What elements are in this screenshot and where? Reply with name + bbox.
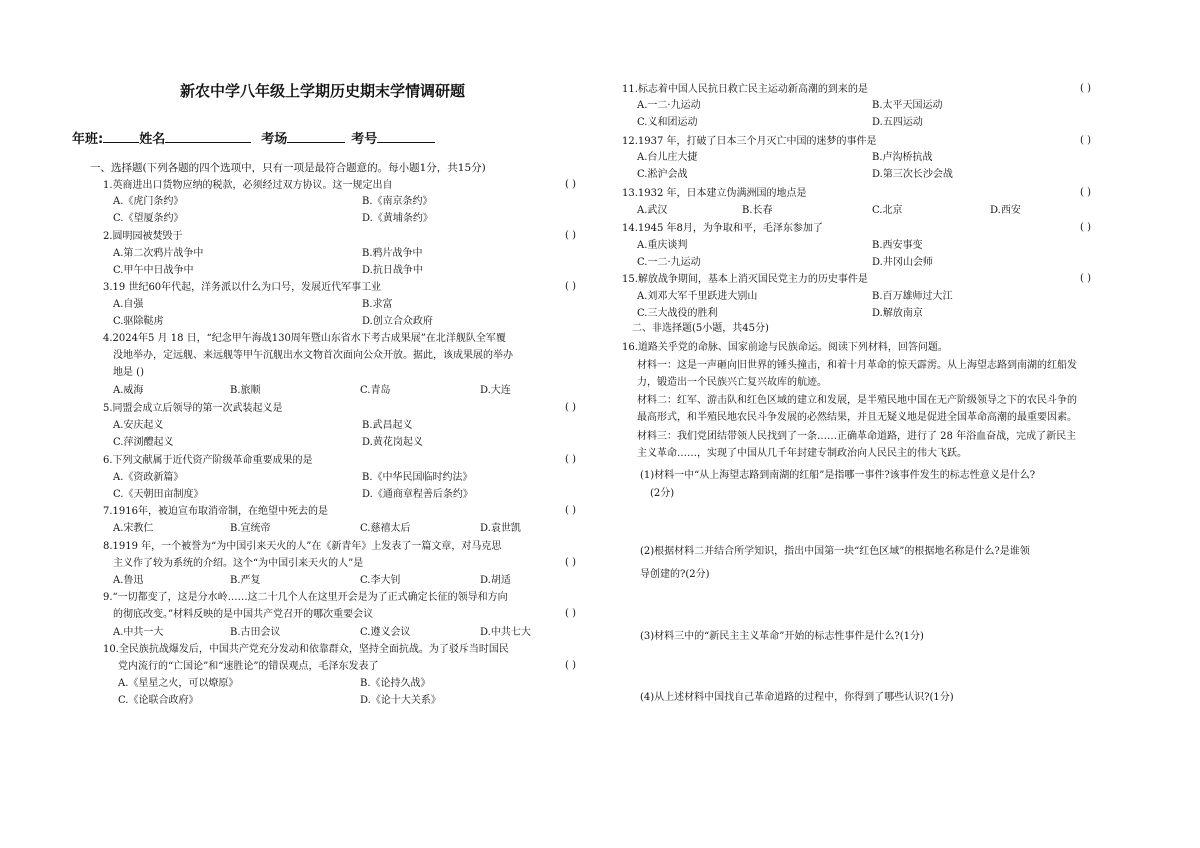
q15-option-a[interactable]: A.刘邓大军千里跃进大别山 [637,291,758,302]
q4-stem-line2: 没地举办，定远舰、来远舰等甲午沉舰出水文物首次面向公众开放。据此，该成果展的举办 [113,350,513,361]
q7-option-a[interactable]: A.宋教仁 [113,523,154,534]
q2-option-a[interactable]: A.第二次鸦片战争中 [113,248,204,259]
q5-option-c[interactable]: C.萍浏醴起义 [113,437,174,448]
q4-option-b[interactable]: B.旅顺 [230,385,261,396]
q16-sub3: (3)材料三中的“新民主主义革命”开始的标志性事件是什么?(1分) [640,631,924,642]
q3-option-a[interactable]: A.自强 [113,299,144,310]
q9-answer-box[interactable]: ( ) [565,608,576,619]
q3-option-b[interactable]: B.求富 [362,299,393,310]
q4-option-a[interactable]: A.威海 [113,385,144,396]
q12-stem: 12.1937 年，打破了日本三个月灭亡中国的迷梦的事件是 [622,136,877,147]
q2-stem: 2.圆明园被焚毁于 [103,231,183,242]
q16-sub2-line1: (2)根据材料二并结合所学知识，指出中国第一块“红色区域”的根据地名称是什么?是谁领 [640,546,1030,557]
q13-option-c[interactable]: C.北京 [872,205,903,216]
room-label: 考场 [261,132,288,147]
q9-option-c[interactable]: C.遵义会议 [360,627,411,638]
q16-material-1-line2: 力，锻造出一个民族兴亡复兴故库的航迹。 [637,377,827,388]
q5-option-a[interactable]: A.安庆起义 [113,420,164,431]
q4-option-d[interactable]: D.大连 [480,385,511,396]
q12-option-b[interactable]: B.卢沟桥抗战 [872,152,933,163]
q9-option-d[interactable]: D.中共七大 [480,627,531,638]
q8-option-c[interactable]: C.李大钊 [360,575,401,586]
q1-option-a[interactable]: A.《虎门条约》 [113,196,184,207]
q2-answer-box[interactable]: ( ) [565,230,576,241]
name-blank[interactable] [165,131,251,143]
q12-answer-box[interactable]: ( ) [1080,135,1091,146]
q5-option-d[interactable]: D.黄花岗起义 [362,437,423,448]
q11-option-a[interactable]: A.一二·九运动 [637,100,701,111]
number-label: 考号 [351,132,378,147]
name-label: 姓名 [139,132,166,147]
q2-option-c[interactable]: C.甲午中日战争中 [113,265,194,276]
exam-title: 新农中学八年级上学期历史期末学情调研题 [180,82,466,100]
section-1-heading: 一、选择题(下列各题的四个选项中，只有一项是最符合题意的。每小题1分，共15分) [90,162,486,174]
q6-answer-box[interactable]: ( ) [565,454,576,465]
q16-sub1-line2: (2分) [650,488,675,499]
q16-sub1-line1: (1)材料一中“从上海望志路到南湖的红船”是指哪一事件?该事件发生的标志性意义是什么? [640,470,1036,481]
q4-option-c[interactable]: C.青岛 [360,385,391,396]
q14-stem: 14.1945 年8月，为争取和平，毛泽东参加了 [622,223,823,234]
q5-answer-box[interactable]: ( ) [565,402,576,413]
section-2-heading: 二、非选择题(5小题，共45分) [632,323,769,334]
q14-option-a[interactable]: A.重庆谈判 [637,240,688,251]
q8-stem-line2: 主义作了较为系统的介绍。这个“为中国引来天火的人”是 [113,558,364,569]
q8-option-b[interactable]: B.严复 [230,575,261,586]
q10-option-d[interactable]: D.《论十大关系》 [360,695,441,706]
room-blank[interactable] [287,131,345,143]
q10-option-b[interactable]: B.《论持久战》 [360,678,431,689]
q7-answer-box[interactable]: ( ) [565,505,576,516]
q2-option-d[interactable]: D.抗日战争中 [362,265,423,276]
q7-option-c[interactable]: C.慈禧太后 [360,523,411,534]
q7-option-d[interactable]: D.袁世凯 [480,523,521,534]
q1-option-d[interactable]: D.《黄埔条约》 [362,213,433,224]
q11-answer-box[interactable]: ( ) [1080,83,1091,94]
q10-stem-line1: 10.全民族抗战爆发后，中国共产党充分发动和依靠群众，坚持全面抗战。为了驳斥当时国民 [103,644,509,655]
class-blank[interactable] [103,131,139,143]
q7-stem: 7.1916年，被迫宣布取消帝制，在绝望中死去的是 [103,506,328,517]
q11-option-d[interactable]: D.五四运动 [872,117,923,128]
q9-option-b[interactable]: B.古田会议 [230,627,281,638]
q16-material-3-line1: 材料三：我们党团结带领人民找到了一条……正确革命道路，进行了 28 年浴血奋战，完成了新民主 [637,431,1077,442]
q10-stem-line2: 党内流行的“亡国论”和“速胜论”的错误观点，毛泽东发表了 [118,661,379,672]
number-blank[interactable] [377,131,435,143]
q3-option-c[interactable]: C.驱除鞑虏 [113,316,164,327]
q11-stem: 11.标志着中国人民抗日救亡民主运动新高潮的到来的是 [622,84,868,95]
q7-option-b[interactable]: B.宣统帝 [230,523,271,534]
q9-stem-line2: 的彻底改变。”材料反映的是中国共产党召开的哪次重要会议 [113,609,374,620]
q1-option-c[interactable]: C.《望厦条约》 [113,213,184,224]
q16-material-3-line2: 主义革命……，实现了中国从几千年封建专制政治向人民民主的伟大飞跃。 [637,448,967,459]
q1-option-b[interactable]: B.《南京条约》 [362,196,433,207]
q15-option-d[interactable]: D.解放南京 [872,308,923,319]
q5-stem: 5.同盟会成立后领导的第一次武装起义是 [103,403,283,414]
q1-answer-box[interactable]: ( ) [565,179,576,190]
q15-option-c[interactable]: C.三大战役的胜利 [637,308,718,319]
q13-answer-box[interactable]: ( ) [1080,187,1091,198]
q16-material-1-line1: 材料一：这是一声砸向旧世界的锤头撞击，和着十月革命的惊天霹雳。从上海望志路到南湖的红船发 [637,360,1077,371]
q4-stem-line1: 4.2024年5 月 18 日，“纪念甲午海战130周年暨山东省水下考古成果展”在北洋舰队全军覆 [103,333,506,344]
q1-stem: 1.英商进出口货物应纳的税款，必须经过双方协议。这一规定出自 [103,180,393,191]
q16-stem: 16.道路关乎党的命脉、国家前途与民族命运。阅读下列材料，回答问题。 [622,342,948,353]
q12-option-c[interactable]: C.淞沪会战 [637,169,688,180]
q15-option-b[interactable]: B.百万雄师过大江 [872,291,953,302]
q6-option-c[interactable]: C.《天朝田亩制度》 [113,489,204,500]
q10-option-a[interactable]: A.《星星之火，可以燎原》 [118,678,239,689]
q14-option-d[interactable]: D.井冈山会师 [872,257,933,268]
q16-sub4: (4)从上述材料中国找自己革命道路的过程中，你得到了哪些认识?(1分) [640,692,954,703]
q12-option-a[interactable]: A.台儿庄大捷 [637,152,698,163]
q13-option-b[interactable]: B.长春 [742,205,773,216]
q2-option-b[interactable]: B.鸦片战争中 [362,248,423,259]
q16-material-2-line1: 材料二：红军、游击队和红色区域的建立和发展，是半殖民地中国在无产阶级领导之下的农民斗争的 [637,395,1077,406]
q6-option-b[interactable]: B.《中华民国临时约法》 [362,472,473,483]
q16-material-2-line2: 最高形式，和半殖民地农民斗争发展的必然结果，并且无疑义地是促进全国革命高潮的最重要因素。 [637,412,1077,423]
q6-option-d[interactable]: D.《通商章程善后条约》 [362,489,473,500]
q10-option-c[interactable]: C.《论联合政府》 [118,695,199,706]
q11-option-b[interactable]: B.太平天国运动 [872,100,943,111]
q6-stem: 6.下列文献属于近代资产阶级革命重要成果的是 [103,455,313,466]
q3-option-d[interactable]: D.创立合众政府 [362,316,433,327]
q5-option-b[interactable]: B.武昌起义 [362,420,413,431]
q16-sub2-line2: 导创建的?(2分) [640,569,710,580]
q11-option-c[interactable]: C.义和团运动 [637,117,698,128]
student-info-line [72,128,435,147]
q13-stem: 13.1932 年，日本建立伪满洲国的地点是 [622,188,807,199]
q14-option-c[interactable]: C.一二·九运动 [637,257,701,268]
q8-answer-box[interactable]: ( ) [565,557,576,568]
q12-option-d[interactable]: D.第三次长沙会战 [872,169,953,180]
q4-stem-line3: 地是 () [113,367,144,378]
q3-answer-box[interactable]: ( ) [565,281,576,292]
q14-answer-box[interactable]: ( ) [1080,222,1091,233]
q3-stem: 3.19 世纪60年代起，洋务派以什么为口号，发展近代军事工业 [103,282,382,293]
q10-answer-box[interactable]: ( ) [565,660,576,671]
q15-stem: 15.解放战争期间，基本上消灭国民党主力的历史事件是 [622,274,868,285]
q9-stem-line1: 9.“一切都变了，这是分水岭……这二十几个人在这里开会是为了正式确定长征的领导和方向 [103,592,508,603]
q8-stem-line1: 8.1919 年，一个被誉为“为中国引来天火的人”在《新青年》上发表了一篇文章，对马克思 [103,541,502,552]
q13-option-d[interactable]: D.西安 [990,205,1021,216]
q13-option-a[interactable]: A.武汉 [637,205,668,216]
class-label: 年班: [72,132,104,147]
q14-option-b[interactable]: B.西安事变 [872,240,923,251]
q8-option-d[interactable]: D.胡适 [480,575,511,586]
q9-option-a[interactable]: A.中共一大 [113,627,164,638]
q6-option-a[interactable]: A.《资政新篇》 [113,472,184,483]
q15-answer-box[interactable]: ( ) [1080,273,1091,284]
q8-option-a[interactable]: A.鲁迅 [113,575,144,586]
